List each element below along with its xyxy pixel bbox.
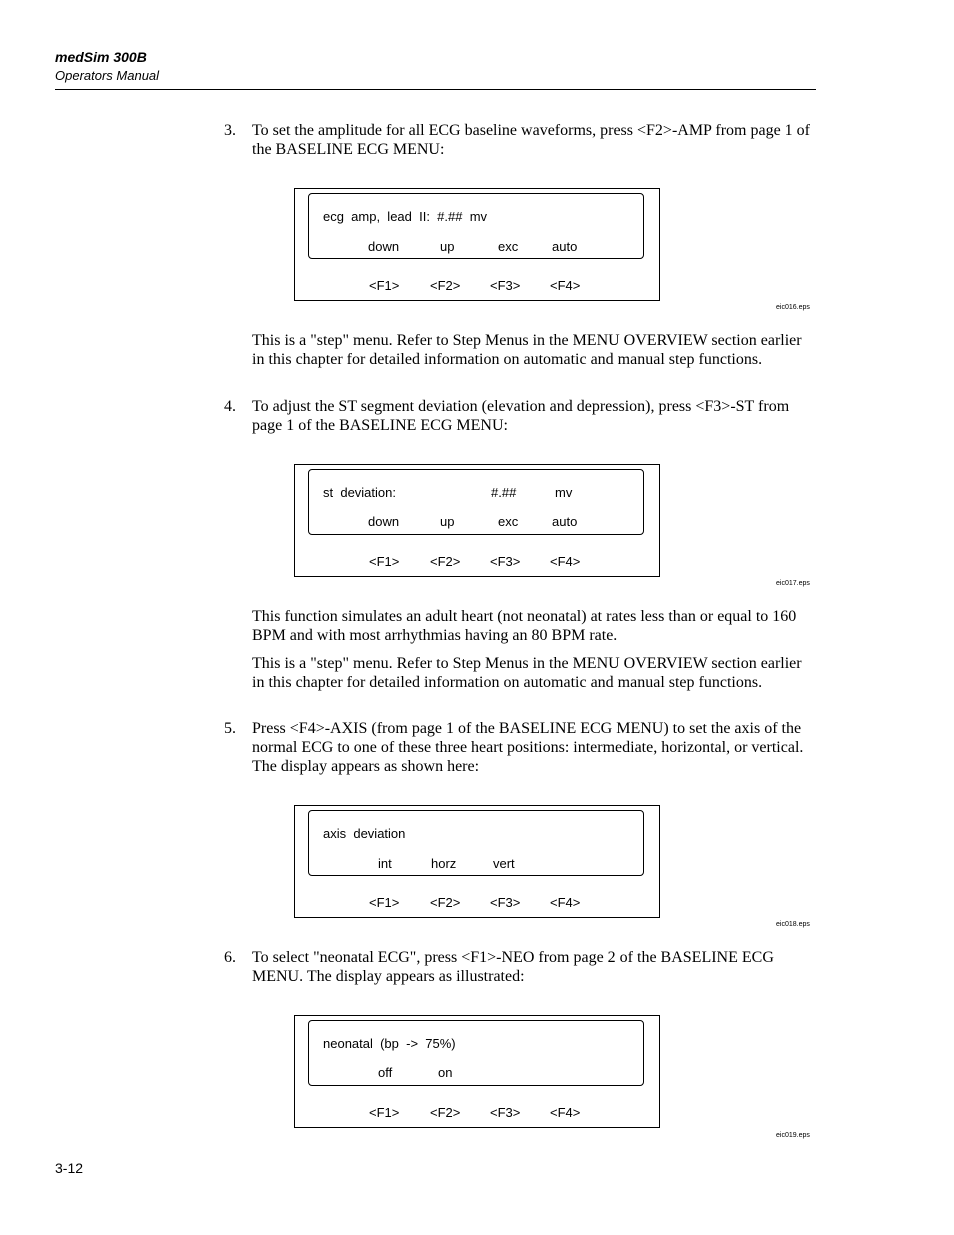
lcd-line1-neonatal: neonatal (bp -> 75%) [323, 1036, 456, 1051]
lcd-screen-neonatal [308, 1020, 644, 1086]
softkey-label-auto: auto [552, 239, 578, 254]
f3-key-label: <F3> [490, 1105, 521, 1120]
lcd-line1-st-label: st deviation: [323, 485, 396, 500]
display-panel-neonatal [294, 1015, 660, 1128]
step-menu-note-2: This is a "step" menu. Refer to Step Menus in the MENU OVERVIEW section earlier in this chapter for detailed information on automatic and manual step functions. [252, 655, 802, 691]
f4-key-label: <F4> [550, 895, 581, 910]
display-panel-axis [294, 805, 660, 918]
display-panel-amp [294, 188, 660, 301]
step-5-text: Press <F4>-AXIS (from page 1 of the BASELINE ECG MENU) to set the axis of the normal ECG to one of these three heart positions: intermediate, horizontal, or vertical. The display appears as shown here: [252, 720, 804, 775]
figure-caption-eic017: eic017.eps [776, 580, 810, 587]
manual-subtitle: Operators Manual [55, 68, 160, 83]
lcd-line1-axis: axis deviation [323, 826, 406, 841]
step-3-number: 3. [224, 122, 236, 139]
f2-key-label: <F2> [430, 895, 461, 910]
f1-key-label: <F1> [369, 554, 400, 569]
lcd-screen-axis [308, 810, 644, 876]
softkey-label-down: down [368, 514, 400, 529]
step-6-text: To select "neonatal ECG", press <F1>-NEO from page 2 of the BASELINE ECG MENU. The display appears as illustrated: [252, 949, 774, 985]
lcd-line1-st-unit: mv [555, 485, 573, 500]
f3-key-label: <F3> [490, 278, 521, 293]
softkey-label-up: up [440, 239, 455, 254]
softkey-label-horz: horz [431, 856, 457, 871]
step-4-number: 4. [224, 398, 236, 415]
adult-heart-note: This function simulates an adult heart (not neonatal) at rates less than or equal to 160 BPM and with most arrhythmias having an 80 BPM rate. [252, 608, 797, 644]
f2-key-label: <F2> [430, 1105, 461, 1120]
f2-key-label: <F2> [430, 278, 461, 293]
lcd-screen-st [308, 469, 644, 535]
softkey-label-down: down [368, 239, 400, 254]
f3-key-label: <F3> [490, 895, 521, 910]
lcd-line1-amp: ecg amp, lead II: #.## mv [323, 209, 488, 224]
f4-key-label: <F4> [550, 1105, 581, 1120]
manual-title: medSim 300B [55, 49, 147, 65]
softkey-label-exc: exc [498, 514, 519, 529]
softkey-label-off: off [378, 1065, 393, 1080]
f4-key-label: <F4> [550, 554, 581, 569]
step-6-number: 6. [224, 949, 236, 966]
f1-key-label: <F1> [369, 278, 400, 293]
step-3-text: To set the amplitude for all ECG baseline waveforms, press <F2>-AMP from page 1 of the BASELINE ECG MENU: [252, 122, 810, 158]
softkey-label-int: int [378, 856, 392, 871]
figure-caption-eic016: eic016.eps [776, 304, 810, 311]
f3-key-label: <F3> [490, 554, 521, 569]
softkey-label-auto: auto [552, 514, 578, 529]
lcd-line1-st-value: #.## [491, 485, 517, 500]
lcd-screen-amp [308, 193, 644, 259]
step-4-text: To adjust the ST segment deviation (elevation and depression), press <F3>-ST from page 1 of the BASELINE ECG MENU: [252, 398, 790, 434]
figure-caption-eic018: eic018.eps [776, 921, 810, 928]
softkey-label-on: on [438, 1065, 453, 1080]
step-menu-note-1: This is a "step" menu. Refer to Step Menus in the MENU OVERVIEW section earlier in this chapter for detailed information on automatic and manual step functions. [252, 332, 802, 368]
header-divider [55, 89, 816, 90]
softkey-label-up: up [440, 514, 455, 529]
page-number: 3-12 [55, 1160, 84, 1176]
figure-caption-eic019: eic019.eps [776, 1132, 810, 1139]
softkey-label-exc: exc [498, 239, 519, 254]
f2-key-label: <F2> [430, 554, 461, 569]
step-5-number: 5. [224, 720, 236, 737]
f4-key-label: <F4> [550, 278, 581, 293]
softkey-label-vert: vert [493, 856, 515, 871]
display-panel-st [294, 464, 660, 577]
f1-key-label: <F1> [369, 1105, 400, 1120]
f1-key-label: <F1> [369, 895, 400, 910]
